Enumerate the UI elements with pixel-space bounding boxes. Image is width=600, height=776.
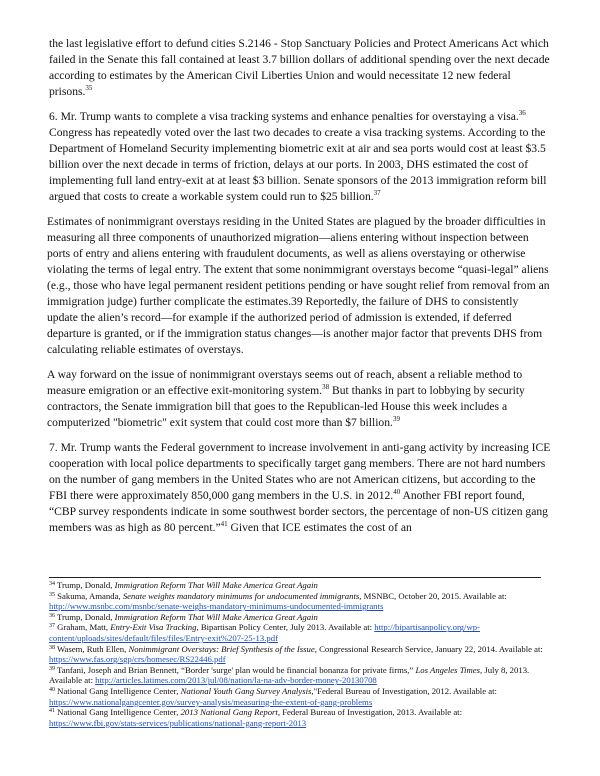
text-run: July 8, 2013. Available at:	[49, 664, 530, 686]
footnote-number: 40	[49, 686, 55, 693]
text-run: Trump, Donald,	[55, 611, 115, 622]
text-run: A way forward on the issue of nonimmigrant overstays seems out of reach, absent a reliable method to measure emigration or an effective exit-monitoring system.	[47, 368, 523, 397]
footnote-37	[49, 622, 549, 643]
footnote-number: 38	[49, 644, 55, 651]
citation-title: Immigration Reform That Will Make America Great Again	[114, 611, 318, 622]
body-text	[49, 36, 551, 536]
citation-title: National Youth Gang Survey Analysis	[180, 685, 312, 696]
text-run: Wasem, Ruth Ellen,	[55, 643, 129, 654]
paragraph-gang-activity	[49, 440, 551, 536]
footnotes	[49, 580, 549, 728]
citation-link[interactable]: https://www.fbi.gov/stats-services/publications/national-gang-report-2013	[49, 717, 307, 728]
text-run: National Gang Intelligence Center,	[55, 707, 181, 718]
footnote-ref: 40	[393, 488, 401, 496]
text-run: Tanfani, Joseph and Brian Bennett, “Border 'surge' plan would be financial bonanza for private firms,”	[55, 664, 416, 675]
footnote-separator	[49, 577, 541, 578]
citation-title: Los Angeles Times,	[415, 664, 483, 675]
footnote-number: 34	[49, 581, 55, 587]
footnote-41	[49, 707, 549, 728]
text-run: Sakuma, Amanda,	[55, 590, 123, 601]
text-run: , Bipartisan Policy Center, July 2013. Available at:	[196, 622, 375, 633]
citation-title: Immigration Reform That Will Make America Great Again	[114, 580, 318, 590]
footnote-ref: 35	[85, 84, 93, 92]
text-run: Graham, Matt,	[55, 622, 111, 633]
footnote-number: 41	[49, 708, 55, 715]
footnote-38	[49, 644, 549, 665]
citation-link[interactable]: https://www.nationalgangcenter.gov/survey-analysis/measuring-the-extent-of-gang-problems	[49, 696, 373, 707]
footnote-39	[49, 665, 549, 686]
footnote-ref: 38	[322, 383, 330, 391]
text-run: ,"Federal Bureau of Investigation, 2012. Available at:	[311, 685, 497, 696]
text-run: , Federal Bureau of Investigation, 2013. Available at:	[277, 707, 462, 718]
citation-title: 2013 National Gang Report	[180, 707, 278, 718]
text-run: Estimates of nonimmigrant overstays residing in the United States are plagued by the broader difficulties in measuring all three components of unauthorized migration—aliens entering without inspection between ports of entry and aliens entering with fraudulent documents, as well as aliens overstaying or otherwise violating the terms of legal entry. The extent that some nonimmigrant overstays become “quasi-legal” aliens (e.g., those who have legal permanent resident petitions pending or have sought relief from removal from an immigration judge) further complicate the estimates.39 Reportedly, the failure of DHS to consistently update the alien’s record—for example if the authorized period of admission is extended, if deferred departure is granted, or if the immigration status changes—is another major factor that prevents DHS from calculating reliable estimates of overstays.	[47, 215, 550, 356]
footnote-number: 35	[49, 591, 55, 598]
footnote-ref: 37	[373, 189, 381, 197]
footnote-40	[49, 686, 549, 707]
citation-title: Nonimmigrant Overstays: Brief Synthesis of the Issue	[128, 643, 315, 654]
paragraph-overstay-estimates	[47, 214, 551, 358]
text-run: 6. Mr. Trump wants to complete a visa tracking systems and enhance penalties for overstaying a visa.	[49, 110, 519, 123]
citation-title: Entry-Exit Visa Tracking	[110, 622, 197, 633]
paragraph-sanctuary	[49, 36, 551, 100]
text-run: Congress has repeatedly voted over the last two decades to create a visa tracking systems. According to the Department of Homeland Security implementing biometric exit at air and sea ports would cost at least $3.5 billion over the next decade in terms of friction, delays at our ports. In 2003, DHS estimated the cost of implementing full land entry-exit at at least $3 billion. Senate sponsors of the 2013 immigration reform bill argued that costs to create a workable system could run to $25 billion.	[49, 126, 547, 203]
citation-title: Senate weights mandatory minimums for undocumented immigrants	[122, 590, 360, 601]
text-run: But thanks in part to lobbying by security contractors, the Senate immigration bill that goes to the Republican-led House this week includes a computerized "biometric" exit system that could cost more than $7 billion.	[47, 384, 525, 429]
footnote-number: 39	[49, 665, 55, 672]
text-run: Trump, Donald,	[55, 580, 115, 590]
citation-link[interactable]: http://bipartisanpolicy.org/wp-content/uploads/sites/default/files/files/Entry-exit%207-25-13.pdf	[49, 622, 480, 643]
footnote-ref: 41	[220, 520, 228, 528]
text-run: Another FBI report found, “CBP survey respondents indicate in some southwest border sectors, the percentage of non-US citizen gang members was as high as 80 percent.”	[49, 489, 548, 534]
text-run: 7. Mr. Trump wants the Federal government to increase involvement in anti-gang activity by increasing ICE cooperation with local police departments to specifically target gang members. There are not hard numbers on the number of gang members in the United States who are not American citizens, but according to the FBI there were approximately 850,000 gang members in the U.S. in 2012.	[49, 441, 551, 502]
paragraph-way-forward	[47, 367, 551, 431]
footnote-34	[49, 580, 549, 591]
footnote-35	[49, 591, 549, 612]
footnote-36	[49, 612, 549, 623]
text-run: the last legislative effort to defund cities S.2146 - Stop Sanctuary Policies and Protect Americans Act which failed in the Senate this fall contained at least 3.7 billion dollars of additional spending over the next decade according to estimates by the American Civil Liberties Union and would necessitate 12 new federal prisons.	[49, 37, 550, 98]
paragraph-visa-tracking	[49, 109, 551, 205]
citation-link[interactable]: http://articles.latimes.com/2013/jul/08/nation/la-na-adv-border-money-20130708	[95, 675, 377, 686]
footnote-ref: 36	[518, 109, 526, 117]
citation-link[interactable]: https://www.fas.org/sgp/crs/homesec/RS22446.pdf	[49, 654, 226, 665]
footnote-ref: 39	[392, 415, 400, 423]
text-run: , Congressional Research Service, January 22, 2014. Available at:	[314, 643, 543, 654]
footnote-number: 36	[49, 612, 55, 619]
text-run: , MSNBC, October 20, 2015. Available at:	[359, 590, 507, 601]
footnote-number: 37	[49, 623, 55, 630]
citation-link[interactable]: http://www.msnbc.com/msnbc/senate-weighs-mandatory-minimums-undocumented-immigrants	[49, 601, 384, 612]
text-run: Given that ICE estimates the cost of an	[227, 521, 412, 534]
text-run: National Gang Intelligence Center,	[55, 685, 181, 696]
